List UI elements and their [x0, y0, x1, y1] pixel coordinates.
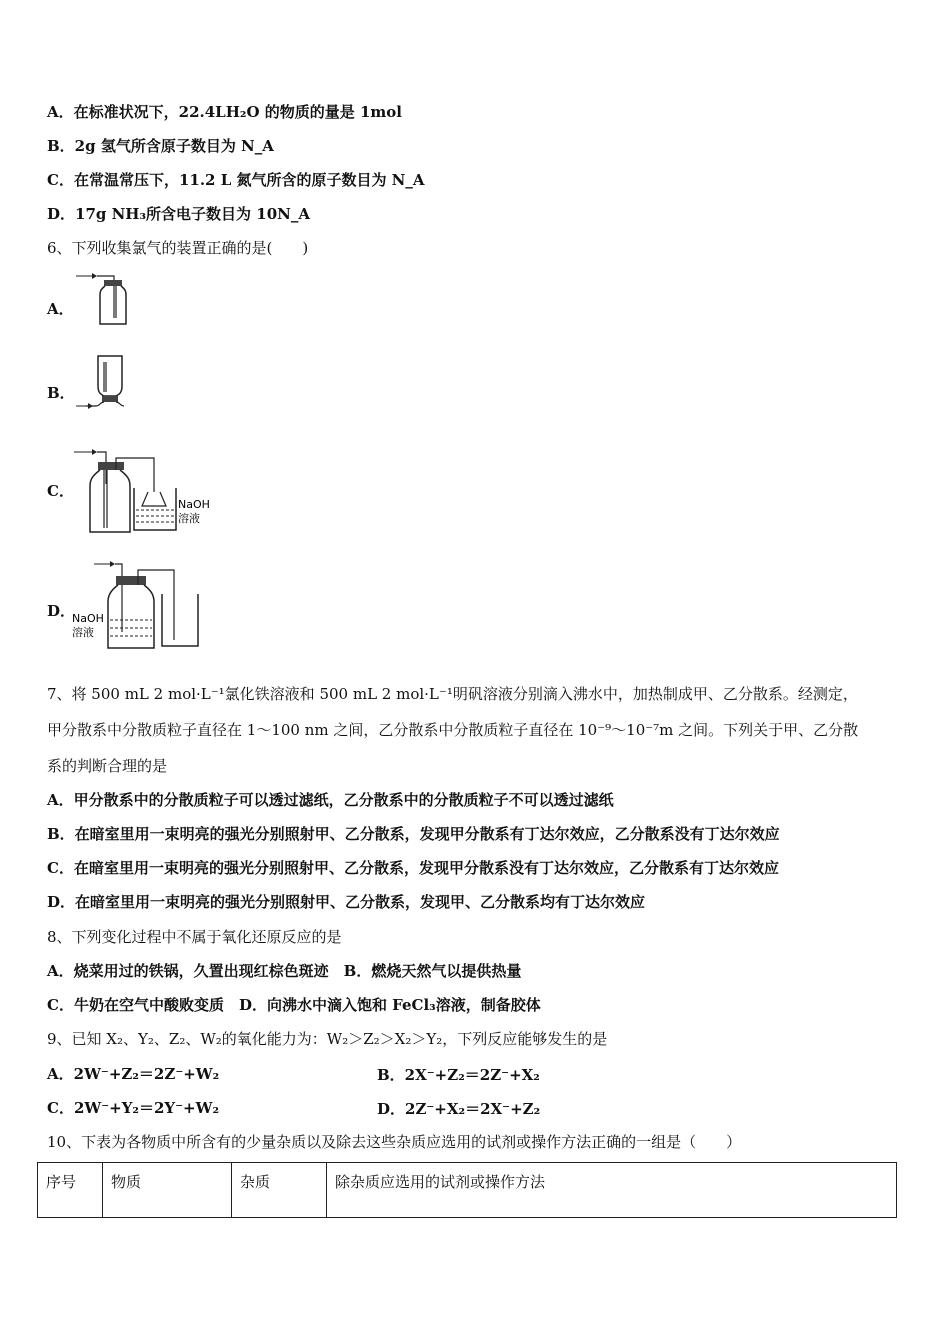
- header-method: 除杂质应选用的试剂或操作方法: [327, 1163, 897, 1218]
- q6-label-b: B．: [47, 384, 75, 402]
- q7-option-c: C．在暗室里用一束明亮的强光分别照射甲、乙分散系，发现甲分散系没有丁达尔效应，乙分散系有丁达尔效应: [47, 859, 779, 877]
- q5-option-d: D．17g NH₃所含电子数目为 10N_A: [47, 205, 310, 223]
- header-impurity: 杂质: [232, 1163, 327, 1218]
- q7-stem-line-3: 系的判断合理的是: [47, 757, 168, 775]
- q8-stem: 8、下列变化过程中不属于氧化还原反应的是: [47, 928, 342, 946]
- q5-option-b: B．2g 氢气所含原子数目为 N_A: [47, 137, 274, 155]
- q9-option-b: B．2X⁻+Z₂＝2Z⁻+X₂: [377, 1066, 540, 1084]
- solution-label-c: 溶液: [178, 512, 200, 525]
- q10-table: [37, 1162, 897, 1218]
- q6-label-a: A．: [47, 300, 74, 318]
- q7-option-a: A．甲分散系中的分散质粒子可以透过滤纸，乙分散系中的分散质粒子不可以透过滤纸: [47, 791, 614, 809]
- q8-options-row-2: C．牛奶在空气中酸败变质 D．向沸水中滴入饱和 FeCl₃溶液，制备胶体: [47, 996, 541, 1014]
- q6-stem: 6、下列收集氯气的装置正确的是( ): [47, 239, 309, 257]
- q5-option-a: A．在标准状况下，22.4LH₂O 的物质的量是 1mol: [47, 103, 402, 121]
- q6-label-d: D．: [47, 602, 76, 620]
- q7-option-b: B．在暗室里用一束明亮的强光分别照射甲、乙分散系，发现甲分散系有丁达尔效应，乙分散系没有丁达尔效应: [47, 825, 780, 843]
- q9-option-a: A．2W⁻+Z₂＝2Z⁻+W₂: [47, 1065, 220, 1083]
- q10-stem: 10、下表为各物质中所含有的少量杂质以及除去这些杂质应选用的试剂或操作方法正确的一组是（ ）: [47, 1133, 742, 1151]
- q6-label-c: C．: [47, 482, 74, 500]
- header-substance: 物质: [103, 1163, 232, 1218]
- naoh-label-c: NaOH: [178, 498, 210, 511]
- q9-stem: 9、已知 X₂、Y₂、Z₂、W₂的氧化能力为：W₂＞Z₂＞X₂＞Y₂，下列反应能够发生的是: [47, 1030, 608, 1048]
- naoh-label-d: NaOH: [72, 612, 104, 625]
- apparatus-d-diagram: [72, 556, 212, 652]
- apparatus-c-diagram: [72, 444, 222, 536]
- q7-stem-line-1: 7、将 500 mL 2 mol·L⁻¹氯化铁溶液和 500 mL 2 mol·L⁻¹明矾溶液分别滴入沸水中，加热制成甲、乙分散系。经测定，: [47, 685, 858, 703]
- q9-option-c: C．2W⁻+Y₂＝2Y⁻+W₂: [47, 1099, 220, 1117]
- q7-option-d: D．在暗室里用一束明亮的强光分别照射甲、乙分散系，发现甲、乙分散系均有丁达尔效应: [47, 893, 646, 911]
- q8-options-row-1: A．烧菜用过的铁锅，久置出现红棕色斑迹 B．燃烧天然气以提供热量: [47, 962, 522, 980]
- q7-stem-line-2: 甲分散系中分散质粒子直径在 1～100 nm 之间，乙分散系中分散质粒子直径在 10⁻⁹～10⁻⁷m 之间。下列关于甲、乙分散: [47, 721, 859, 739]
- apparatus-b-diagram: [74, 352, 134, 414]
- header-index: 序号: [38, 1163, 103, 1218]
- solution-label-d: 溶液: [72, 626, 94, 639]
- apparatus-a-diagram: [74, 270, 134, 332]
- q9-option-d: D．2Z⁻+X₂＝2X⁻+Z₂: [377, 1100, 541, 1118]
- table-header-row: [38, 1163, 897, 1218]
- q5-option-c: C．在常温常压下，11.2 L 氮气所含的原子数目为 N_A: [47, 171, 425, 189]
